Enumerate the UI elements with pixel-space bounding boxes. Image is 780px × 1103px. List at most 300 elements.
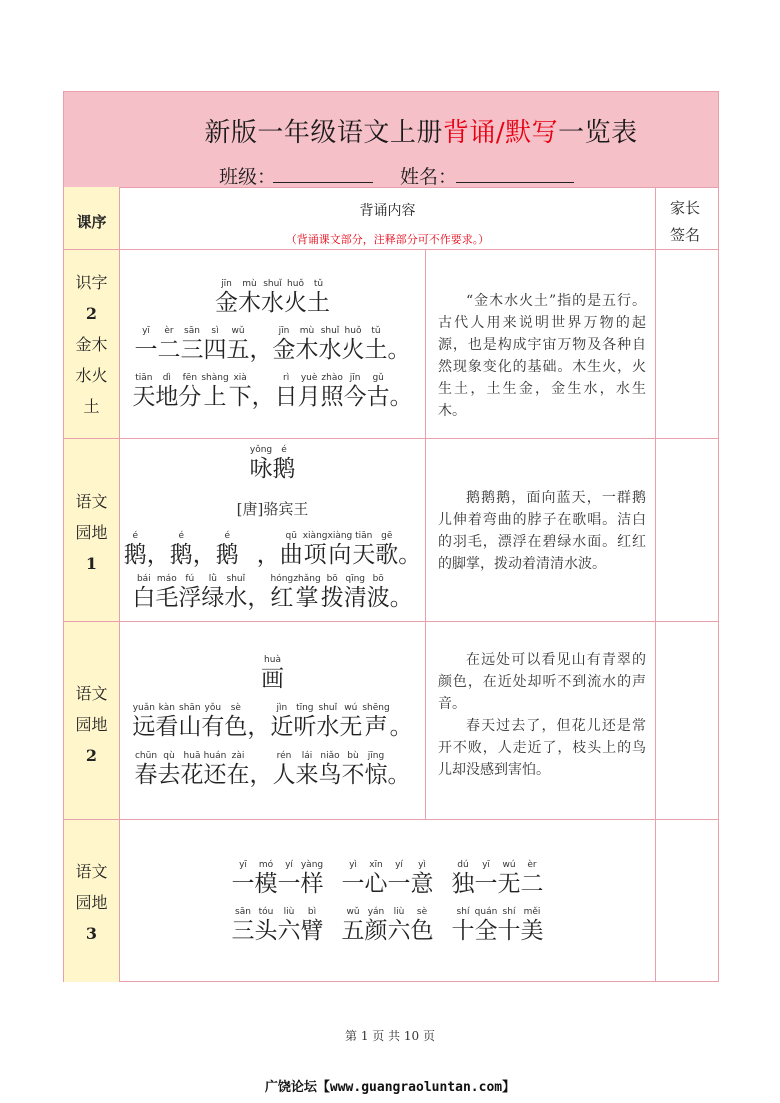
pinyin: gē: [381, 531, 393, 541]
hanzi-with-pinyin: [216, 531, 239, 569]
pinyin: wú: [344, 703, 358, 713]
pinyin: xīn: [369, 860, 383, 870]
hanzi-with-pinyin: [434, 860, 452, 898]
pinyin: fú: [185, 574, 195, 584]
seq-line: 水火: [75, 366, 108, 385]
hanzi-with-pinyin: [132, 574, 155, 612]
poem-title: [120, 279, 425, 317]
pinyin: [257, 531, 280, 542]
hanzi: 五: [226, 337, 250, 363]
hanzi-with-pinyin: [273, 445, 296, 483]
seq-line: 语文: [75, 492, 108, 511]
idiom-line: [120, 860, 655, 898]
pinyin: bì: [307, 907, 317, 917]
hanzi-with-pinyin: [132, 373, 155, 411]
hanzi-with-pinyin: [411, 860, 434, 898]
explanation-paragraph: 春天过去了，但花儿还是常开不败，人走近了，枝头上的鸟儿却没感到害怕。: [438, 718, 646, 778]
hanzi: 土: [364, 337, 388, 363]
pinyin: [434, 907, 452, 918]
hanzi: 六: [277, 918, 301, 944]
pinyin: niǎo: [320, 751, 340, 761]
pinyin: qù: [163, 751, 175, 761]
hanzi: 金: [215, 290, 238, 316]
pinyin: yí: [395, 860, 403, 870]
header-cell-content: [120, 187, 656, 249]
hanzi-with-pinyin: [342, 860, 365, 898]
hanzi: 白: [132, 585, 156, 611]
pinyin: dì: [162, 373, 171, 383]
hanzi-with-pinyin: [201, 373, 228, 411]
hanzi-with-pinyin: [232, 907, 255, 945]
pinyin: mù: [242, 279, 257, 289]
hanzi: [434, 918, 452, 945]
seq-label: [64, 856, 119, 949]
hanzi: ，: [146, 542, 170, 568]
table-header-row: [64, 187, 718, 250]
hanzi: 颜: [364, 918, 388, 944]
hanzi: 三: [231, 918, 255, 944]
pinyin: [390, 574, 413, 585]
poem-line: [120, 531, 425, 569]
hanzi-with-pinyin: [284, 279, 307, 317]
pinyin: yī: [142, 326, 150, 336]
seq-line: 语文: [75, 862, 108, 881]
pinyin: shí: [456, 907, 470, 917]
hanzi-with-pinyin: [296, 326, 319, 364]
pinyin: jīn: [221, 279, 232, 289]
hanzi: 。: [398, 542, 422, 568]
hanzi: 红: [270, 585, 294, 611]
hanzi: 还: [203, 762, 227, 788]
hanzi-with-pinyin: [193, 531, 216, 569]
sign-cell[interactable]: [656, 439, 718, 621]
pinyin: rén: [276, 751, 292, 761]
hanzi: 十: [497, 918, 521, 944]
hanzi-with-pinyin: [257, 531, 280, 569]
pinyin: jìn: [276, 703, 288, 713]
hanzi-with-pinyin: [342, 326, 365, 364]
hanzi: 天: [132, 384, 156, 410]
pinyin: tiān: [135, 373, 153, 383]
hanzi: 全: [474, 918, 498, 944]
hanzi-with-pinyin: [224, 574, 247, 612]
hanzi: 日: [274, 384, 298, 410]
pinyin: máo: [156, 574, 177, 584]
hanzi: 向: [328, 542, 352, 568]
seq-number: 2: [85, 746, 98, 765]
pinyin: bō: [372, 574, 384, 584]
seq-cell: [64, 439, 120, 621]
seq-line: 金木: [75, 335, 108, 354]
hanzi-with-pinyin: [293, 703, 316, 741]
hanzi: [434, 871, 452, 898]
hanzi: 地: [155, 384, 179, 410]
explanation-paragraph: 鹅鹅鹅，面向蓝天，一群鹅儿伸着弯曲的脖子在歌唱。洁白的羽毛，漂浮在碧绿水面。红红的脚掌，拨动着清清水波。: [438, 490, 646, 572]
hanzi-with-pinyin: [155, 703, 178, 741]
hanzi-with-pinyin: [321, 373, 344, 411]
hanzi: ，: [247, 585, 271, 611]
hanzi-with-pinyin: [324, 860, 342, 898]
hanzi: 一: [341, 871, 365, 897]
hanzi-with-pinyin: [475, 907, 498, 945]
hanzi-with-pinyin: [434, 907, 452, 945]
hanzi-with-pinyin: [158, 326, 181, 364]
pinyin: é: [178, 531, 184, 541]
pinyin: xiàng: [327, 531, 353, 541]
pinyin: zhào: [321, 373, 343, 383]
sign-cell[interactable]: [656, 250, 718, 438]
pinyin: [390, 703, 413, 714]
hanzi-with-pinyin: [367, 574, 390, 612]
name-blank[interactable]: [456, 162, 574, 183]
pinyin: lái: [301, 751, 313, 761]
seq-number: 1: [85, 554, 98, 573]
hanzi: 清: [343, 585, 367, 611]
pinyin: yàng: [300, 860, 324, 870]
hanzi: 曲: [279, 542, 303, 568]
hanzi: 一: [134, 337, 158, 363]
pinyin: huǒ: [344, 326, 362, 336]
pinyin: [434, 860, 452, 871]
hanzi-with-pinyin: [273, 326, 296, 364]
hanzi-with-pinyin: [303, 531, 328, 569]
hanzi: 无: [497, 871, 521, 897]
hanzi: 鹅: [123, 542, 147, 568]
hanzi-with-pinyin: [215, 279, 238, 317]
pinyin: hóng: [270, 574, 294, 584]
hanzi: 六: [387, 918, 411, 944]
poem-line: [120, 703, 425, 741]
pinyin: tóu: [258, 907, 274, 917]
hanzi-with-pinyin: [247, 703, 270, 741]
hanzi-with-pinyin: [250, 751, 273, 789]
poem-cell: [120, 439, 426, 621]
pinyin: [250, 326, 273, 337]
hanzi: 看: [155, 714, 179, 740]
explanation-text: [438, 487, 646, 575]
pinyin: bái: [136, 574, 151, 584]
pinyin: [388, 751, 411, 762]
hanzi-with-pinyin: [270, 703, 293, 741]
hanzi-with-pinyin: [388, 326, 411, 364]
pinyin: wǔ: [231, 326, 245, 336]
hanzi-with-pinyin: [252, 373, 275, 411]
hanzi: 浮: [178, 585, 202, 611]
hanzi-with-pinyin: [328, 531, 353, 569]
pinyin: tǔ: [313, 279, 324, 289]
pinyin: gǔ: [372, 373, 384, 383]
hanzi: 二: [157, 337, 181, 363]
hanzi-with-pinyin: [132, 703, 155, 741]
explanation-cell: [426, 439, 656, 621]
sign-cell[interactable]: [656, 820, 718, 982]
pinyin: shuǐ: [318, 703, 338, 713]
hanzi: 听: [293, 714, 317, 740]
hanzi-with-pinyin: [365, 751, 388, 789]
pinyin: [324, 860, 342, 871]
hanzi: 在: [226, 762, 250, 788]
idiom-line: [120, 907, 655, 945]
hanzi-with-pinyin: [388, 907, 411, 945]
hanzi-with-pinyin: [170, 531, 193, 569]
hanzi: 木: [238, 290, 261, 316]
pinyin: huà: [264, 655, 281, 665]
pinyin: shuǐ: [263, 279, 282, 289]
hanzi-with-pinyin: [342, 907, 365, 945]
hanzi: 。: [387, 762, 411, 788]
pinyin: [252, 373, 275, 384]
hanzi-with-pinyin: [390, 703, 413, 741]
hanzi-with-pinyin: [342, 751, 365, 789]
hanzi: 。: [387, 337, 411, 363]
hanzi-with-pinyin: [365, 907, 388, 945]
title-part: 一览表: [558, 118, 638, 148]
seq-line: 园地: [75, 523, 108, 542]
pinyin: xiàng: [302, 531, 328, 541]
hanzi-with-pinyin: [319, 326, 342, 364]
hanzi-with-pinyin: [278, 907, 301, 945]
pinyin: shān: [179, 703, 201, 713]
hanzi-with-pinyin: [365, 326, 388, 364]
hanzi: ，: [256, 542, 280, 568]
pinyin: fēn: [182, 373, 198, 383]
explanation-paragraph: 在远处可以看见山有青翠的颜色，在近处却听不到流水的声音。: [438, 652, 646, 712]
seq-number: 2: [85, 304, 98, 323]
hanzi: 水: [316, 714, 340, 740]
pinyin: èr: [527, 860, 537, 870]
hanzi: 一: [231, 871, 255, 897]
pinyin: sè: [230, 703, 241, 713]
hanzi: 照: [320, 384, 344, 410]
hanzi-with-pinyin: [261, 279, 284, 317]
hanzi: 惊: [364, 762, 388, 788]
seq-line: 园地: [75, 893, 108, 912]
hanzi: 不: [341, 762, 365, 788]
pinyin: yuè: [300, 373, 318, 383]
pinyin: jīn: [278, 326, 290, 336]
header-cell-seq: [64, 187, 120, 249]
seq-cell: [64, 622, 120, 819]
hanzi-with-pinyin: [452, 860, 475, 898]
hanzi: 人: [272, 762, 296, 788]
hanzi-with-pinyin: [178, 373, 201, 411]
pinyin: liù: [283, 907, 295, 917]
pinyin: [147, 531, 170, 542]
page-title: [64, 112, 718, 149]
hanzi: 五: [341, 918, 365, 944]
hanzi: 近: [270, 714, 294, 740]
poem-title: [120, 655, 425, 693]
hanzi: 鸟: [318, 762, 342, 788]
pinyin: mù: [299, 326, 315, 336]
hanzi: 。: [389, 714, 413, 740]
hanzi-with-pinyin: [178, 574, 201, 612]
pinyin: shēng: [362, 703, 390, 713]
pinyin: bō: [326, 574, 338, 584]
hanzi-with-pinyin: [178, 703, 201, 741]
hanzi: ，: [249, 337, 273, 363]
title-highlight: 背诵/默写: [442, 118, 559, 148]
hanzi-with-pinyin: [316, 703, 339, 741]
hanzi-with-pinyin: [339, 703, 362, 741]
idiom-cell: [120, 820, 656, 982]
pinyin: [193, 531, 216, 542]
pinyin: sān: [235, 907, 251, 917]
hanzi-with-pinyin: [411, 907, 434, 945]
hanzi: 分: [178, 384, 202, 410]
hanzi-with-pinyin: [255, 907, 278, 945]
hanzi-with-pinyin: [390, 373, 413, 411]
hanzi-with-pinyin: [250, 445, 273, 483]
hanzi: 天: [352, 542, 376, 568]
seq-cell: [64, 820, 120, 982]
hanzi-with-pinyin: [232, 860, 255, 898]
table-row: [64, 250, 718, 439]
hanzi-with-pinyin: [298, 373, 321, 411]
hanzi: 三: [180, 337, 204, 363]
seq-line: 园地: [75, 715, 108, 734]
pinyin: shàng: [201, 373, 229, 383]
hanzi-with-pinyin: [181, 326, 204, 364]
hanzi-with-pinyin: [296, 751, 319, 789]
hanzi-with-pinyin: [367, 373, 390, 411]
hanzi-with-pinyin: [155, 373, 178, 411]
seq-label: [64, 486, 119, 579]
pinyin: qū: [285, 531, 297, 541]
pinyin: [247, 574, 270, 585]
seq-cell: [64, 250, 120, 438]
hanzi: 来: [295, 762, 319, 788]
explanation-cell: [426, 622, 656, 819]
hanzi: 水: [318, 337, 342, 363]
table-row: [64, 820, 718, 982]
hanzi-with-pinyin: [201, 703, 224, 741]
pinyin: [398, 531, 421, 542]
hanzi-with-pinyin: [344, 373, 367, 411]
pinyin: sān: [184, 326, 200, 336]
hanzi: 声: [364, 714, 388, 740]
hanzi: 鹅: [215, 542, 239, 568]
pinyin: [324, 907, 342, 918]
pinyin: yī: [239, 860, 247, 870]
hanzi-with-pinyin: [319, 751, 342, 789]
pinyin: kàn: [158, 703, 175, 713]
hanzi-with-pinyin: [452, 907, 475, 945]
pinyin: měi: [523, 907, 541, 917]
hanzi: 绿: [201, 585, 225, 611]
pinyin: [239, 531, 257, 542]
hanzi: 毛: [155, 585, 179, 611]
hanzi-with-pinyin: [255, 860, 278, 898]
pinyin: huán: [203, 751, 227, 761]
hanzi: 无: [339, 714, 363, 740]
class-label: 班级：: [219, 166, 277, 188]
poem-line: [120, 326, 425, 364]
hanzi: 波: [366, 585, 390, 611]
explanation-text: [438, 290, 646, 422]
pinyin: zài: [231, 751, 245, 761]
hanzi: 心: [364, 871, 388, 897]
pinyin: é: [224, 531, 230, 541]
pinyin: shuǐ: [226, 574, 246, 584]
hanzi: 火: [341, 337, 365, 363]
hanzi-with-pinyin: [124, 531, 147, 569]
hanzi: 土: [307, 290, 330, 316]
hanzi-with-pinyin: [293, 574, 320, 612]
hanzi-with-pinyin: [155, 574, 178, 612]
pinyin: chūn: [134, 751, 158, 761]
header-seq: 课序: [76, 213, 107, 231]
pinyin: yī: [482, 860, 490, 870]
poem-cell: [120, 622, 426, 819]
pinyin: [247, 703, 270, 714]
hanzi: 臂: [300, 918, 324, 944]
pinyin: huā: [183, 751, 201, 761]
hanzi-with-pinyin: [307, 279, 330, 317]
pinyin: rì: [283, 373, 290, 383]
hanzi: 水: [261, 290, 284, 316]
hanzi-with-pinyin: [250, 326, 273, 364]
seq-label: [64, 678, 119, 771]
pinyin: é: [281, 445, 287, 455]
pinyin: sè: [416, 907, 428, 917]
hanzi: 去: [157, 762, 181, 788]
hanzi: ，: [249, 762, 273, 788]
hanzi: [324, 871, 342, 898]
name-label: 姓名：: [400, 166, 458, 188]
pinyin: qīng: [345, 574, 365, 584]
hanzi: [239, 542, 257, 569]
hanzi: 今: [343, 384, 367, 410]
hanzi: 火: [284, 290, 307, 316]
seq-line: 语文: [75, 684, 108, 703]
hanzi-with-pinyin: [201, 574, 224, 612]
hanzi-with-pinyin: [521, 860, 544, 898]
hanzi: 咏: [249, 456, 273, 482]
pinyin: [388, 326, 411, 337]
hanzi: 模: [254, 871, 278, 897]
hanzi-with-pinyin: [147, 531, 170, 569]
hanzi-with-pinyin: [352, 531, 375, 569]
hanzi-with-pinyin: [498, 860, 521, 898]
hanzi: 春: [134, 762, 158, 788]
hanzi-with-pinyin: [238, 279, 261, 317]
hanzi: ，: [247, 714, 271, 740]
pinyin: lǜ: [208, 574, 217, 584]
hanzi-with-pinyin: [227, 751, 250, 789]
pinyin: yí: [285, 860, 293, 870]
class-blank[interactable]: [273, 162, 373, 183]
hanzi: 独: [451, 871, 475, 897]
hanzi: 远: [132, 714, 156, 740]
hanzi: 木: [295, 337, 319, 363]
hanzi-with-pinyin: [273, 751, 296, 789]
pinyin: zhǎng: [293, 574, 321, 584]
hanzi: 色: [410, 918, 434, 944]
pinyin: èr: [164, 326, 174, 336]
hanzi-with-pinyin: [390, 574, 413, 612]
pinyin: yì: [349, 860, 357, 870]
hanzi-with-pinyin: [362, 703, 389, 741]
hanzi: 画: [261, 666, 284, 692]
pinyin: bù: [347, 751, 359, 761]
sign-cell[interactable]: [656, 622, 718, 819]
hanzi: 鹅: [169, 542, 193, 568]
hanzi: 歌: [375, 542, 399, 568]
seq-line: 土: [83, 397, 100, 416]
pinyin: yán: [367, 907, 385, 917]
hanzi-with-pinyin: [398, 531, 421, 569]
